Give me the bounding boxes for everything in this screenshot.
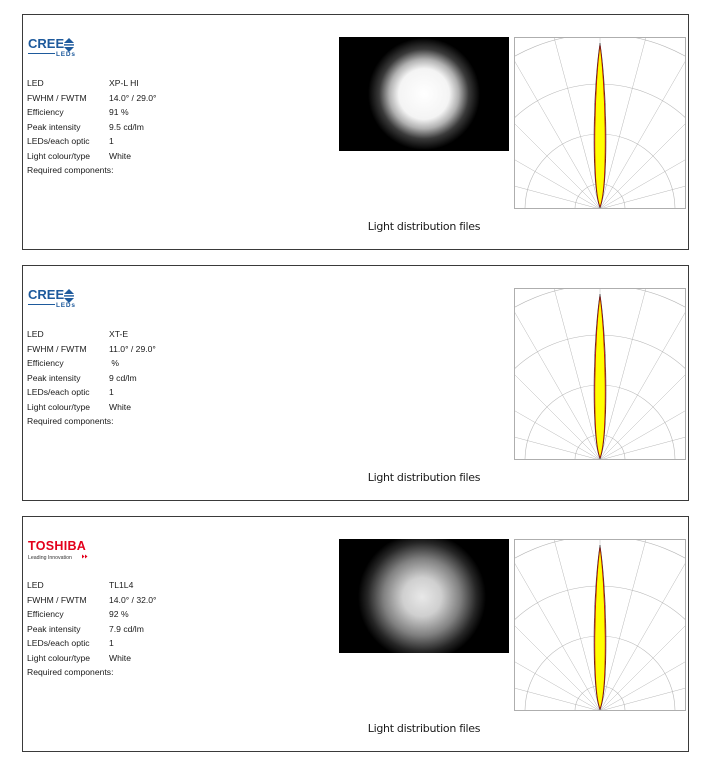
spec-value: 1 bbox=[109, 136, 114, 146]
logo-sub-text: LEDs bbox=[56, 51, 76, 58]
spec-row-efficiency bbox=[27, 105, 327, 120]
product-card-3 bbox=[22, 516, 689, 752]
polar-diagram bbox=[514, 37, 686, 209]
spec-row-required bbox=[27, 414, 327, 429]
spec-row-fwhm bbox=[27, 91, 327, 106]
spec-label: LED bbox=[27, 78, 44, 88]
spec-label: LED bbox=[27, 329, 44, 339]
spec-value: 11.0° / 29.0° bbox=[109, 343, 156, 354]
spec-label: FWHM / FWTM bbox=[27, 594, 87, 605]
cree-symbol-icon bbox=[64, 38, 74, 52]
spec-list bbox=[27, 327, 327, 429]
spec-label: Required components: bbox=[27, 165, 114, 175]
logo-main-text: TOSHIBA bbox=[28, 539, 87, 553]
spec-row-colour bbox=[27, 651, 327, 666]
spec-label: Light colour/type bbox=[27, 652, 91, 663]
spec-row-colour bbox=[27, 400, 327, 415]
spec-value: 14.0° / 32.0° bbox=[109, 594, 157, 605]
spec-row-colour bbox=[27, 149, 327, 164]
spec-value: 9.5 cd/lm bbox=[109, 121, 144, 132]
spec-value: White bbox=[109, 401, 131, 412]
spec-label: LED bbox=[27, 580, 44, 590]
product-card-2 bbox=[22, 265, 689, 501]
toshiba-logo bbox=[27, 537, 147, 567]
spec-value: 7.9 cd/lm bbox=[109, 623, 144, 634]
spec-row-led bbox=[27, 76, 327, 91]
spec-value: 91 % bbox=[109, 107, 129, 117]
spec-row-leds bbox=[27, 385, 327, 400]
spec-row-peak bbox=[27, 622, 327, 637]
spec-row-fwhm bbox=[27, 593, 327, 608]
spec-row-fwhm bbox=[27, 342, 327, 357]
cree-leds-logo bbox=[27, 35, 147, 65]
logo-main-text: CREE bbox=[28, 36, 65, 51]
product-card-1 bbox=[22, 14, 689, 250]
spec-label: LEDs/each optic bbox=[27, 387, 90, 397]
spec-value: 14.0° / 29.0° bbox=[109, 92, 157, 103]
spec-label: Peak intensity bbox=[27, 121, 81, 132]
spec-label: LEDs/each optic bbox=[27, 136, 90, 146]
spec-row-led bbox=[27, 327, 327, 342]
chevron-right-icon bbox=[82, 555, 88, 559]
spec-label: Light colour/type bbox=[27, 401, 91, 412]
spec-value: XP-L HI bbox=[109, 78, 139, 88]
spec-label: FWHM / FWTM bbox=[27, 343, 87, 354]
spec-label: Peak intensity bbox=[27, 623, 81, 634]
light-distribution-files-link[interactable]: Light distribution files bbox=[367, 722, 481, 735]
spec-row-peak bbox=[27, 371, 327, 386]
spec-label: Peak intensity bbox=[27, 372, 81, 383]
polar-diagram bbox=[514, 539, 686, 711]
spec-row-led bbox=[27, 578, 327, 593]
beam-image-placeholder bbox=[339, 288, 509, 402]
spec-row-efficiency bbox=[27, 356, 327, 371]
spec-list bbox=[27, 76, 327, 178]
logo-main-text: CREE bbox=[28, 287, 65, 302]
spec-value: White bbox=[109, 652, 131, 663]
spec-list bbox=[27, 578, 327, 680]
spec-value: 92 % bbox=[109, 609, 129, 619]
spec-row-required bbox=[27, 163, 327, 178]
spec-row-peak bbox=[27, 120, 327, 135]
spec-value: TL1L4 bbox=[109, 580, 134, 590]
spec-row-leds bbox=[27, 134, 327, 149]
spec-row-required bbox=[27, 665, 327, 680]
spec-value: 1 bbox=[109, 638, 114, 648]
spec-value: 1 bbox=[109, 387, 114, 397]
spec-label: Efficiency bbox=[27, 107, 64, 117]
spec-value: XT-E bbox=[109, 329, 129, 339]
cree-symbol-icon bbox=[64, 289, 74, 303]
beam-image bbox=[339, 539, 509, 653]
beam-image bbox=[339, 37, 509, 151]
spec-value: % bbox=[109, 358, 120, 368]
light-distribution-files-link[interactable]: Light distribution files bbox=[367, 220, 481, 233]
logo-sub-text: Leading Innovation bbox=[28, 555, 72, 561]
spec-label: Required components: bbox=[27, 416, 114, 426]
spec-label: Efficiency bbox=[27, 609, 64, 619]
cree-leds-logo bbox=[27, 286, 147, 316]
light-distribution-files-link[interactable]: Light distribution files bbox=[367, 471, 481, 484]
spec-row-efficiency bbox=[27, 607, 327, 622]
spec-label: LEDs/each optic bbox=[27, 638, 90, 648]
polar-diagram bbox=[514, 288, 686, 460]
spec-label: Light colour/type bbox=[27, 150, 91, 161]
spec-row-leds bbox=[27, 636, 327, 651]
spec-value: White bbox=[109, 150, 131, 161]
spec-label: Required components: bbox=[27, 667, 114, 677]
spec-value: 9 cd/lm bbox=[109, 372, 137, 383]
spec-label: Efficiency bbox=[27, 358, 64, 368]
logo-sub-text: LEDs bbox=[56, 302, 76, 309]
spec-label: FWHM / FWTM bbox=[27, 92, 87, 103]
